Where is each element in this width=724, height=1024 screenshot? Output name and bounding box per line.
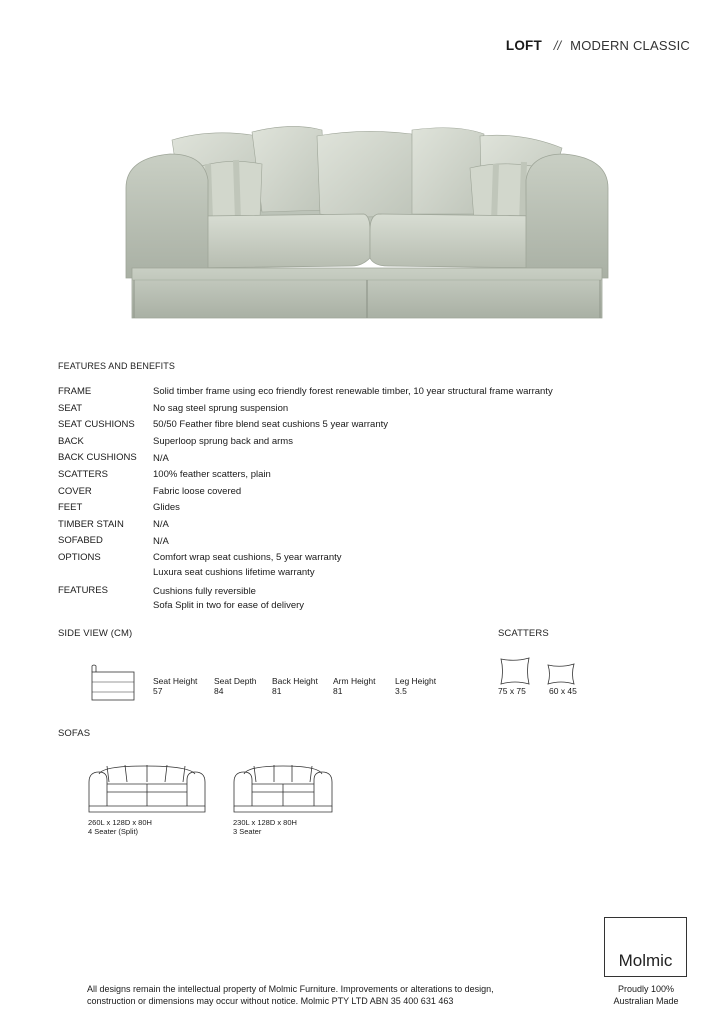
dim-value: 81	[272, 686, 282, 696]
header-separator: //	[553, 38, 562, 53]
spec-line: Luxura seat cushions lifetime warranty	[153, 566, 315, 578]
spec-line: 100% feather scatters, plain	[153, 469, 271, 481]
dim-value: 81	[333, 686, 343, 696]
dim-back-height	[272, 676, 318, 696]
spec-label: SCATTERS	[58, 468, 108, 480]
spec-label: BACK CUSHIONS	[58, 452, 137, 464]
dim-label: Back Height	[272, 676, 318, 686]
spec-row	[58, 401, 678, 418]
scatter-small-icon	[545, 662, 577, 686]
sofa-4-seater-drawing	[85, 760, 209, 814]
features-table	[58, 384, 678, 614]
spec-label: FEATURES	[58, 585, 108, 597]
spec-line: Fabric loose covered	[153, 485, 242, 497]
page-header	[506, 38, 690, 53]
sofa-dims: 260L x 128D x 80H	[88, 818, 152, 827]
spec-value	[153, 500, 678, 517]
spec-value	[153, 384, 678, 401]
sofa-3-seater-drawing	[230, 760, 336, 814]
spec-row	[58, 484, 678, 501]
spec-line: N/A	[153, 452, 169, 464]
scatter-size-large: 75 x 75	[498, 686, 526, 696]
dim-label: Seat Depth	[214, 676, 257, 686]
spec-value	[153, 583, 678, 613]
spec-value	[153, 401, 678, 418]
sofa-name: 3 Seater	[233, 827, 262, 836]
spec-row	[58, 550, 678, 580]
spec-row	[58, 467, 678, 484]
spec-row	[58, 583, 678, 613]
sofa-4-seater	[88, 818, 152, 836]
sofa-photo	[112, 118, 622, 336]
spec-row	[58, 384, 678, 401]
spec-value	[153, 450, 678, 467]
sofas-title: SOFAS	[58, 728, 91, 739]
dim-leg-height	[395, 676, 436, 696]
made-in-australia	[594, 983, 698, 1007]
spec-line: Glides	[153, 502, 180, 514]
product-name: LOFT	[505, 38, 542, 53]
dim-label: Arm Height	[333, 676, 376, 686]
spec-row	[58, 450, 678, 467]
dim-arm-height	[333, 676, 376, 696]
spec-value	[153, 550, 678, 580]
dim-label: Seat Height	[153, 676, 198, 686]
brand-logo	[604, 917, 687, 977]
spec-label: OPTIONS	[58, 551, 101, 563]
spec-line: Solid timber frame using eco friendly forest renewable timber, 10 year structural frame warranty	[153, 386, 553, 398]
disclaimer-line: construction or dimensions may occur without notice. Molmic PTY LTD ABN 35 400 631 463	[87, 996, 454, 1006]
spec-line: 50/50 Feather fibre blend seat cushions 5 year warranty	[153, 419, 388, 431]
spec-label: FRAME	[58, 386, 92, 397]
spec-label: COVER	[58, 485, 92, 497]
spec-row	[58, 533, 678, 550]
dim-label: Leg Height	[395, 676, 437, 686]
spec-value	[153, 517, 678, 534]
logo-text: Molmic	[618, 951, 673, 970]
spec-label: SEAT	[58, 402, 83, 414]
spec-label: FEET	[58, 502, 83, 514]
dim-seat-height	[153, 676, 197, 696]
dim-seat-depth	[214, 676, 257, 696]
spec-row	[58, 434, 678, 451]
spec-row	[58, 500, 678, 517]
dim-value: 57	[153, 686, 163, 696]
spec-value	[153, 484, 678, 501]
spec-label: TIMBER STAIN	[58, 518, 124, 530]
dim-value: 84	[214, 686, 224, 696]
spec-line: Sofa Split in two for ease of delivery	[153, 600, 305, 612]
spec-line: N/A	[153, 519, 169, 531]
side-view-icon	[86, 662, 138, 704]
sofa-name: 4 Seater (Split)	[88, 827, 139, 836]
spec-line: Comfort wrap seat cushions, 5 year warranty	[153, 552, 342, 564]
sofa-3-seater	[233, 818, 297, 836]
side-view-title: SIDE VIEW (CM)	[58, 628, 133, 639]
footer-disclaimer	[87, 983, 567, 1007]
spec-line: Cushions fully reversible	[153, 585, 256, 597]
scatters-title: SCATTERS	[498, 628, 549, 639]
sofa-dims: 230L x 128D x 80H	[233, 818, 297, 827]
spec-label: SOFABED	[58, 535, 103, 547]
spec-value	[153, 467, 678, 484]
dim-value: 3.5	[395, 686, 407, 696]
spec-value	[153, 417, 678, 434]
features-title: FEATURES AND BENEFITS	[58, 361, 175, 371]
disclaimer-line: All designs remain the intellectual property of Molmic Furniture. Improvements or alterations to design,	[87, 984, 494, 994]
spec-value	[153, 434, 678, 451]
spec-line: N/A	[153, 535, 169, 547]
spec-value	[153, 533, 678, 550]
spec-line: Superloop sprung back and arms	[153, 436, 293, 448]
spec-row	[58, 517, 678, 534]
spec-label: BACK	[58, 435, 84, 447]
spec-row	[58, 417, 678, 434]
scatter-size-small: 60 x 45	[549, 686, 577, 696]
made-line: Australian Made	[613, 996, 679, 1006]
spec-line: No sag steel sprung suspension	[153, 402, 289, 414]
scatter-large-icon	[498, 656, 532, 686]
collection-name: MODERN CLASSIC	[570, 38, 690, 53]
spec-label: SEAT CUSHIONS	[58, 419, 135, 431]
made-line: Proudly 100%	[617, 984, 675, 994]
